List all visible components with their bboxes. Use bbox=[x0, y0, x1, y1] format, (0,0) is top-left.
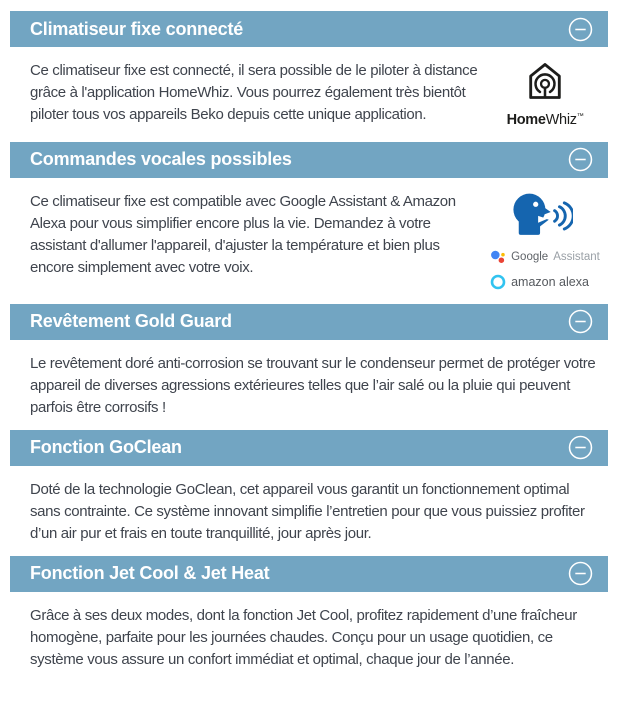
trademark-symbol: ™ bbox=[576, 113, 584, 120]
accordion-header-voice[interactable] bbox=[10, 142, 608, 178]
homewhiz-wordmark bbox=[507, 106, 584, 131]
accordion-section-jetcool bbox=[10, 556, 608, 682]
accordion-section-goclean bbox=[10, 430, 608, 556]
homewhiz-logo bbox=[507, 60, 584, 131]
section-title: Fonction GoClean bbox=[30, 437, 182, 458]
section-body bbox=[10, 178, 608, 304]
section-body bbox=[10, 340, 608, 430]
homewhiz-word-bold: Home bbox=[506, 111, 546, 128]
accordion-header-goclean[interactable] bbox=[10, 430, 608, 466]
section-title: Revêtement Gold Guard bbox=[30, 311, 232, 332]
google-assistant-label-google: Google bbox=[511, 250, 549, 263]
google-assistant-label-assistant: Assistant bbox=[553, 250, 600, 263]
amazon-alexa-label: amazon alexa bbox=[511, 274, 589, 289]
section-title: Fonction Jet Cool & Jet Heat bbox=[30, 563, 270, 584]
section-body-text: Grâce à ses deux modes, dont la fonction Jet Cool, profitez rapidement d’une fraîcheur homogène, parfaite pour les journées chaudes. Conçu pour un usage quotidien, ce système vous assure un confort immédiat et optimal, chaque jour de l’année. bbox=[30, 606, 577, 668]
section-title: Climatiseur fixe connecté bbox=[30, 18, 244, 39]
accordion-header-goldguard[interactable] bbox=[10, 304, 608, 340]
homewhiz-house-icon bbox=[523, 60, 567, 102]
section-body-text: Ce climatiseur fixe est compatible avec Google Assistant & Amazon Alexa pour vous simplifier encore plus la vie. Demandez à votre assistant d'allumer l'appareil, d'ajuster la température et bien plus encore simplement avec votre voix. bbox=[30, 192, 456, 276]
accordion-section-connected bbox=[10, 11, 608, 142]
section-body bbox=[10, 592, 608, 682]
homewhiz-word-light: Whiz bbox=[545, 111, 577, 128]
voice-assistants-block bbox=[490, 191, 600, 293]
minus-circle-icon[interactable] bbox=[568, 309, 593, 334]
google-assistant-row bbox=[490, 246, 600, 268]
section-body-text: Doté de la technologie GoClean, cet appareil vous garantit un fonctionnement optimal sans contrainte. Ce système innovant simplifie l’entretien pour que vous puissiez profiter d’un air pur et frais en toute tranquillité, jour après jour. bbox=[30, 480, 585, 542]
section-media bbox=[490, 60, 600, 131]
accordion-header-jetcool[interactable] bbox=[10, 556, 608, 592]
section-body bbox=[10, 47, 608, 142]
section-body-text: Ce climatiseur fixe est connecté, il sera possible de le piloter à distance grâce à l'application HomeWhiz. Vous pourrez également très bientôt piloter tous vos appareils Beko depuis cette unique application. bbox=[30, 62, 478, 123]
amazon-alexa-ring-logo bbox=[490, 274, 506, 290]
minus-circle-icon[interactable] bbox=[568, 435, 593, 460]
google-assistant-dots-logo bbox=[490, 249, 506, 265]
accordion-section-voice bbox=[10, 142, 608, 304]
section-title: Commandes vocales possibles bbox=[30, 149, 292, 170]
talking-head-icon bbox=[511, 191, 573, 236]
minus-circle-icon[interactable] bbox=[568, 147, 593, 172]
minus-circle-icon[interactable] bbox=[568, 17, 593, 42]
accordion-header-connected[interactable] bbox=[10, 11, 608, 47]
section-media bbox=[490, 191, 600, 293]
section-body-text: Le revêtement doré anti-corrosion se trouvant sur le condenseur permet de protéger votre appareil de diverses agressions extérieures telles que l’air salé ou la pluie qui peuvent parfois être corrosifs ! bbox=[30, 354, 596, 416]
minus-circle-icon[interactable] bbox=[568, 561, 593, 586]
accordion-section-goldguard bbox=[10, 304, 608, 430]
amazon-alexa-row bbox=[490, 271, 589, 293]
section-body bbox=[10, 466, 608, 556]
